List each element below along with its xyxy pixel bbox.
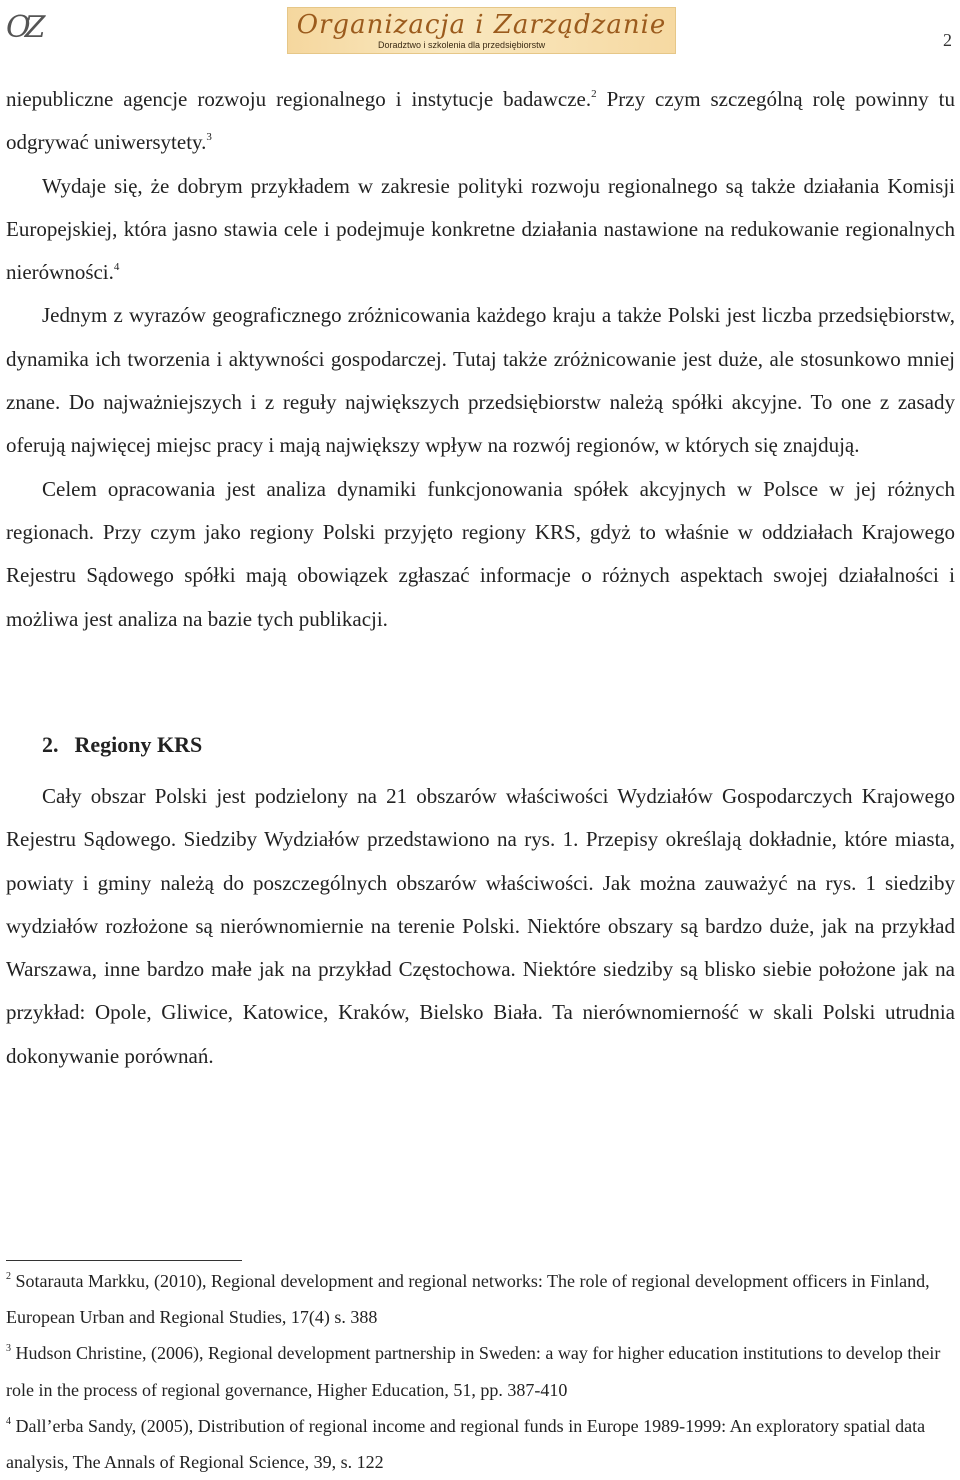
section-heading: [42, 732, 202, 758]
footnote-number: 4: [6, 1415, 11, 1427]
banner-subtitle: Doradztwo i szkolenia dla przedsiębiorstw: [378, 40, 546, 50]
footnotes: [6, 1263, 951, 1480]
body-text: [6, 78, 955, 641]
paragraph-1-text: niepubliczne agencje rozwoju regionalnego i instytucje badawcze.: [6, 87, 592, 111]
paragraph-4: Celem opracowania jest analiza dynamiki funkcjonowania spółek akcyjnych w Polsce w jej różnych regionach. Przy czym jako regiony Polski przyjęto regiony KRS, gdyż to właśnie w oddziałach Krajowego Rejestru Sądowego spółki mają obowiązek zgłaszać informacje o różnych aspektach swojej działalności i możliwa jest analiza na bazie tych publikacji.: [6, 476, 955, 631]
paragraph-2: [6, 165, 955, 295]
paragraph-1b-text: Przy czym szczególną rolę powinny tu odgrywać uniwersytety.: [6, 87, 955, 155]
oz-logo: [6, 8, 56, 48]
footnote-3: [6, 1335, 951, 1407]
footnote-ref: 2: [591, 88, 597, 100]
page-header: [0, 0, 960, 60]
section-number: 2.: [42, 732, 59, 757]
footnote-text: Dall’erba Sandy, (2005), Distribution of regional income and regional funds in Europe 1989-1999: An exploratory spatial data analysis, The Annals of Regional Science, 39, s. 122: [6, 1415, 926, 1473]
footnote-text: Sotarauta Markku, (2010), Regional development and regional networks: The role of regional development officers in Finland, European Urban and Regional Studies, 17(4) s. 388: [6, 1271, 930, 1328]
footnote-separator: [6, 1260, 242, 1261]
paragraph-2-text: Wydaje się, że dobrym przykładem w zakresie polityki rozwoju regionalnego są także działania Komisji Europejskiej, która jasno stawia cele i podejmuje konkretne działania nastawione na redukowanie regionalnych nierówności.: [6, 173, 955, 285]
footnote-4: [6, 1408, 951, 1480]
footnote-number: 2: [6, 1271, 11, 1282]
footnote-ref: 4: [113, 261, 120, 274]
section-paragraph: Cały obszar Polski jest podzielony na 21 obszarów właściwości Wydziałów Gospodarczych Krajowego Rejestru Sądowego. Siedziby Wydziałów przedstawiono na rys. 1. Przepisy określają dokładnie, które miasta, powiaty i gminy należą do poszczególnych obszarów właściwości. Jak można zauważyć na rys. 1 siedziby wydziałów rozłożone są nierównomiernie na terenie Polski. Niektóre obszary są bardzo duże, jak na przykład Warszawa, inne bardzo małe jak na przykład Częstochowa. Niektóre siedziby są blisko siebie położone jak na przykład: Opole, Gliwice, Katowice, Kraków, Bielsko Biała. Ta nierównomierność w skali Polski utrudnia dokonywanie porównań.: [6, 784, 955, 1068]
footnote-number: 3: [6, 1343, 11, 1355]
logo-text: OZ: [6, 10, 40, 45]
paragraph-1: [6, 78, 955, 165]
section-title: Regiony KRS: [74, 732, 203, 757]
banner-title: Organizacja i Zarządzanie: [296, 10, 667, 40]
paragraph-3: Jednym z wyrazów geograficznego zróżnicowania każdego kraju a także Polski jest liczba przedsiębiorstw, dynamika ich tworzenia i aktywności gospodarczej. Tutaj także zróżnicowanie jest duże, ale stosunkowo mniej znane. Do najważniejszych i z reguły największych przedsiębiorstw należą spółki akcyjne. To one z zasady oferują najwięcej miejsc pracy i mają największy wpływ na rozwój regionów, w których się znajdują.: [6, 303, 955, 458]
footnote-ref: 3: [206, 131, 212, 144]
journal-banner: [287, 7, 676, 54]
section-body: [6, 775, 955, 1078]
page-number: 2: [943, 30, 952, 50]
footnote-2: [6, 1263, 951, 1335]
footnote-text: Hudson Christine, (2006), Regional development partnership in Sweden: a way for higher education institutions to develop their role in the process of regional governance, Higher Education, 51, pp. 387-410: [6, 1343, 941, 1400]
